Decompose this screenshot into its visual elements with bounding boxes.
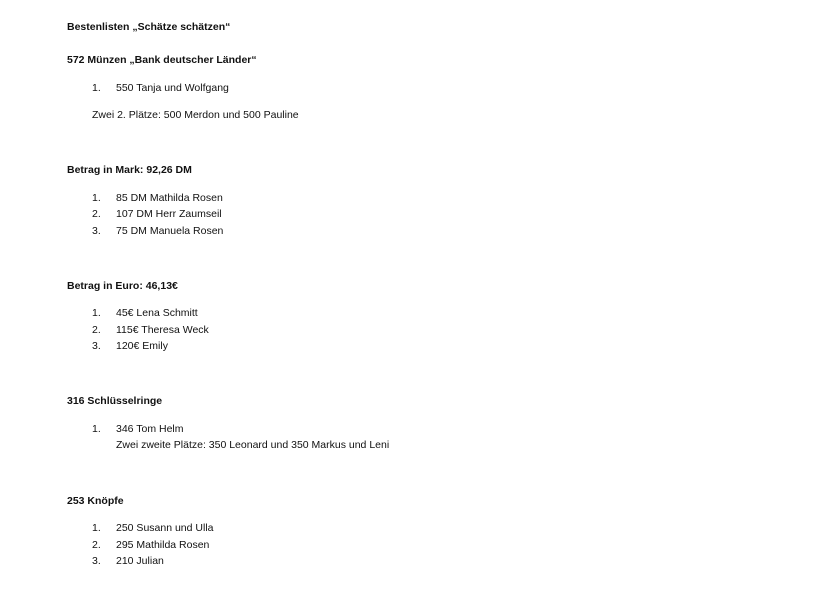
list-item-number: 1. [92,192,101,204]
section-heading-mark: Betrag in Mark: 92,26 DM [67,164,192,176]
list-item-text: 107 DM Herr Zaumseil [116,208,222,220]
list-item-text: 346 Tom Helm [116,423,184,435]
list-item [92,340,168,352]
section-heading-euro: Betrag in Euro: 46,13€ [67,280,178,292]
list-item-number: 3. [92,225,101,237]
section-heading-knoepfe: 253 Knöpfe [67,495,124,507]
list-item [92,324,209,336]
list-item [92,82,229,94]
list-item-text: 45€ Lena Schmitt [116,307,198,319]
list-item [92,208,222,220]
list-item-text: 115€ Theresa Weck [116,324,209,336]
document-title: Bestenlisten „Schätze schätzen“ [67,21,231,33]
list-item [92,539,209,551]
list-item [92,423,184,435]
list-item-number: 2. [92,208,101,220]
list-item [92,555,164,567]
list-item-number: 3. [92,340,101,352]
list-item-text: 295 Mathilda Rosen [116,539,210,551]
list-item-number: 2. [92,539,101,551]
list-item-number: 1. [92,307,101,319]
section-heading-schluesselringe: 316 Schlüsselringe [67,395,163,407]
list-item [92,225,223,237]
section-heading-muenzen: 572 Münzen „Bank deutscher Länder“ [67,54,257,66]
list-item-number: 1. [92,522,101,534]
list-item-text: 75 DM Manuela Rosen [116,225,224,237]
list-item-number: 1. [92,82,101,94]
list-item-number: 3. [92,555,101,567]
section-note-muenzen: Zwei 2. Plätze: 500 Merdon und 500 Pauline [92,109,299,121]
list-item-number: 1. [92,423,101,435]
list-item [92,192,223,204]
list-item-text: 250 Susann und Ulla [116,522,214,534]
list-item [92,522,214,534]
list-item-text: 210 Julian [116,555,164,567]
list-item-number: 2. [92,324,101,336]
list-item-text: 120€ Emily [116,340,168,352]
section-note-schluesselringe: Zwei zweite Plätze: 350 Leonard und 350 Markus und Leni [116,439,390,451]
list-item-text: 85 DM Mathilda Rosen [116,192,223,204]
list-item-text: 550 Tanja und Wolfgang [116,82,229,94]
list-item [92,307,198,319]
